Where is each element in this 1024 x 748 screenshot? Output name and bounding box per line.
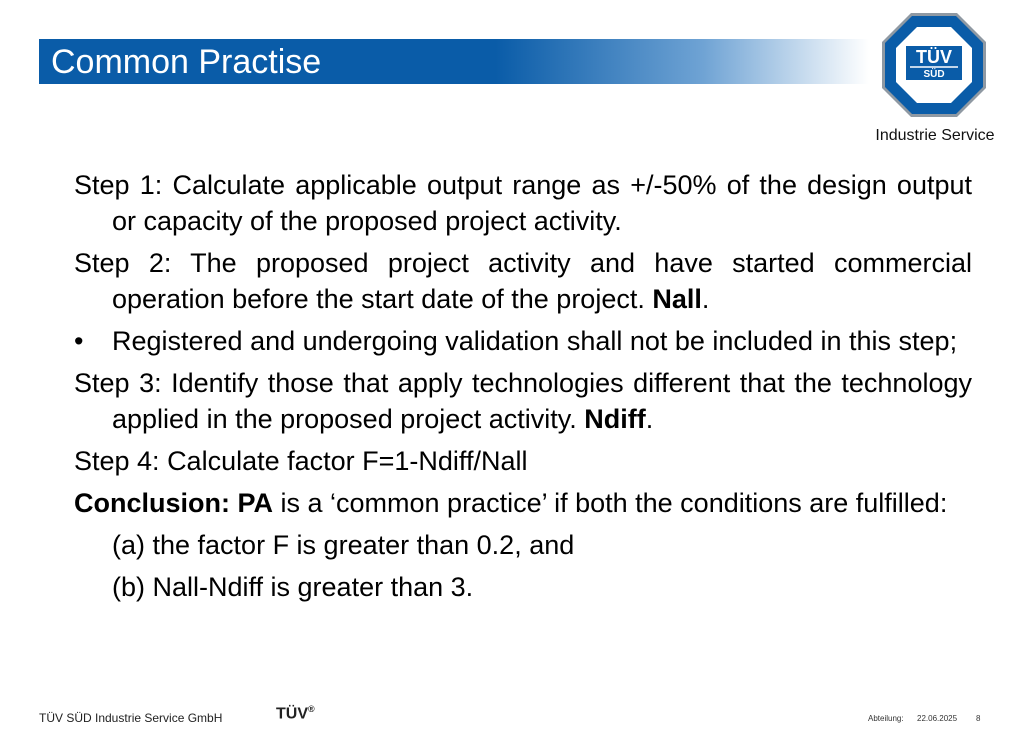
- logo-subtitle: Industrie Service: [875, 127, 995, 144]
- step-3-end: .: [645, 404, 654, 434]
- condition-b: (b) Nall-Ndiff is greater than 3.: [112, 572, 474, 602]
- title-bar: [39, 39, 869, 84]
- step-2-bold: Nall: [652, 284, 702, 314]
- condition-a: (a) the factor F is greater than 0.2, and: [112, 530, 575, 560]
- step-3: [74, 365, 972, 437]
- slide-content: [74, 167, 972, 611]
- bullet-item: [74, 323, 972, 359]
- footer-company: TÜV SÜD Industrie Service GmbH: [39, 711, 223, 725]
- registered-mark: ®: [308, 704, 315, 714]
- logo-text-bottom: SÜD: [923, 69, 945, 80]
- conclusion-bold: Conclusion: PA: [74, 488, 273, 518]
- page-title: Common Practise: [51, 43, 322, 81]
- footer-date: 22.06.2025: [917, 714, 958, 723]
- step-2-text: Step 2: The proposed project activity and have started commercial operation before the start date of the project.: [74, 248, 972, 314]
- step-3-bold: Ndiff: [584, 404, 646, 434]
- logo-text-top: TÜV: [916, 47, 952, 67]
- tuv-sud-logo-icon: [879, 10, 989, 120]
- footer-page-number: 8: [976, 714, 981, 723]
- step-2-end: .: [701, 284, 710, 314]
- step-2: [74, 245, 972, 317]
- step-4: Step 4: Calculate factor F=1-Ndiff/Nall: [74, 446, 528, 476]
- step-1: Step 1: Calculate applicable output range as +/-50% of the design output or capacity of the proposed project activity.: [74, 170, 972, 236]
- conclusion-text: is a ‘common practice’ if both the conditions are fulfilled:: [273, 488, 948, 518]
- footer-logo-mark: [276, 704, 315, 723]
- footer-mark-text: TÜV: [276, 705, 308, 723]
- step-3-text: Step 3: Identify those that apply technologies different that the technology applied in the proposed project activity.: [74, 368, 972, 434]
- conclusion: [74, 485, 972, 521]
- bullet-icon: •: [74, 326, 84, 356]
- bullet-text: Registered and undergoing validation shall not be included in this step;: [112, 326, 958, 356]
- footer-department-label: Abteilung:: [868, 714, 904, 723]
